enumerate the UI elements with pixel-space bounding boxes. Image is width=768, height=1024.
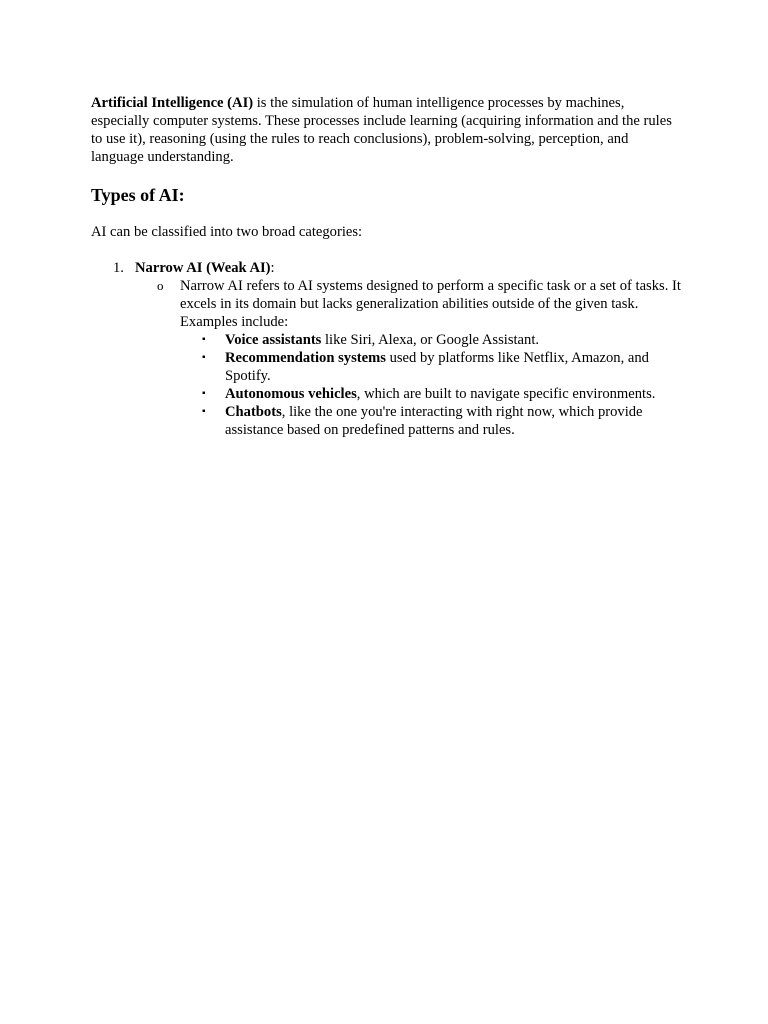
- intro-paragraph: [91, 94, 681, 166]
- example-item: [180, 403, 681, 439]
- type-description-item: [135, 277, 681, 439]
- type-item-number: 1.: [113, 260, 124, 276]
- circle-bullet-icon: o: [157, 278, 164, 293]
- example-text: like Siri, Alexa, or Google Assistant.: [321, 332, 540, 348]
- example-term: Voice assistants: [225, 332, 322, 348]
- type-sub-list: [135, 277, 681, 439]
- square-bullet-icon: ▪: [202, 406, 206, 417]
- example-item: [180, 331, 681, 349]
- example-term: Chatbots: [225, 404, 282, 420]
- examples-list: [180, 331, 681, 439]
- example-term: Recommendation systems: [225, 350, 386, 366]
- example-text: used by platforms like Netflix, Amazon, and Spotify.: [225, 350, 649, 384]
- square-bullet-icon: ▪: [202, 334, 206, 345]
- document-page: [91, 94, 681, 439]
- lead-paragraph: AI can be classified into two broad categories:: [91, 224, 363, 240]
- type-item-title-line: [135, 260, 275, 276]
- square-bullet-icon: ▪: [202, 352, 206, 363]
- example-item: [180, 385, 681, 403]
- example-text: , which are built to navigate specific environments.: [356, 386, 656, 402]
- types-heading: Types of AI:: [91, 185, 185, 205]
- type-description: Narrow AI refers to AI systems designed to perform a specific task or a set of tasks. It excels in its domain but lacks generalization abilities outside of the given task. Examples include:: [180, 278, 681, 330]
- types-list: [91, 259, 681, 439]
- type-item-title-suffix: :: [270, 260, 275, 276]
- example-item: [180, 349, 681, 385]
- example-text: , like the one you're interacting with right now, which provide assistance based on predefined patterns and rules.: [225, 404, 643, 438]
- intro-term: Artificial Intelligence (AI): [91, 95, 254, 111]
- example-term: Autonomous vehicles: [225, 386, 357, 402]
- type-item-title: Narrow AI (Weak AI): [135, 260, 271, 276]
- square-bullet-icon: ▪: [202, 388, 206, 399]
- type-item-narrow-ai: [91, 259, 681, 439]
- intro-text: is the simulation of human intelligence processes by machines, especially computer systems. These processes include learning (acquiring information and the rules to use it), reasoning (using the rules to reach conclusions), problem-solving, perception, and language understanding.: [91, 95, 672, 165]
